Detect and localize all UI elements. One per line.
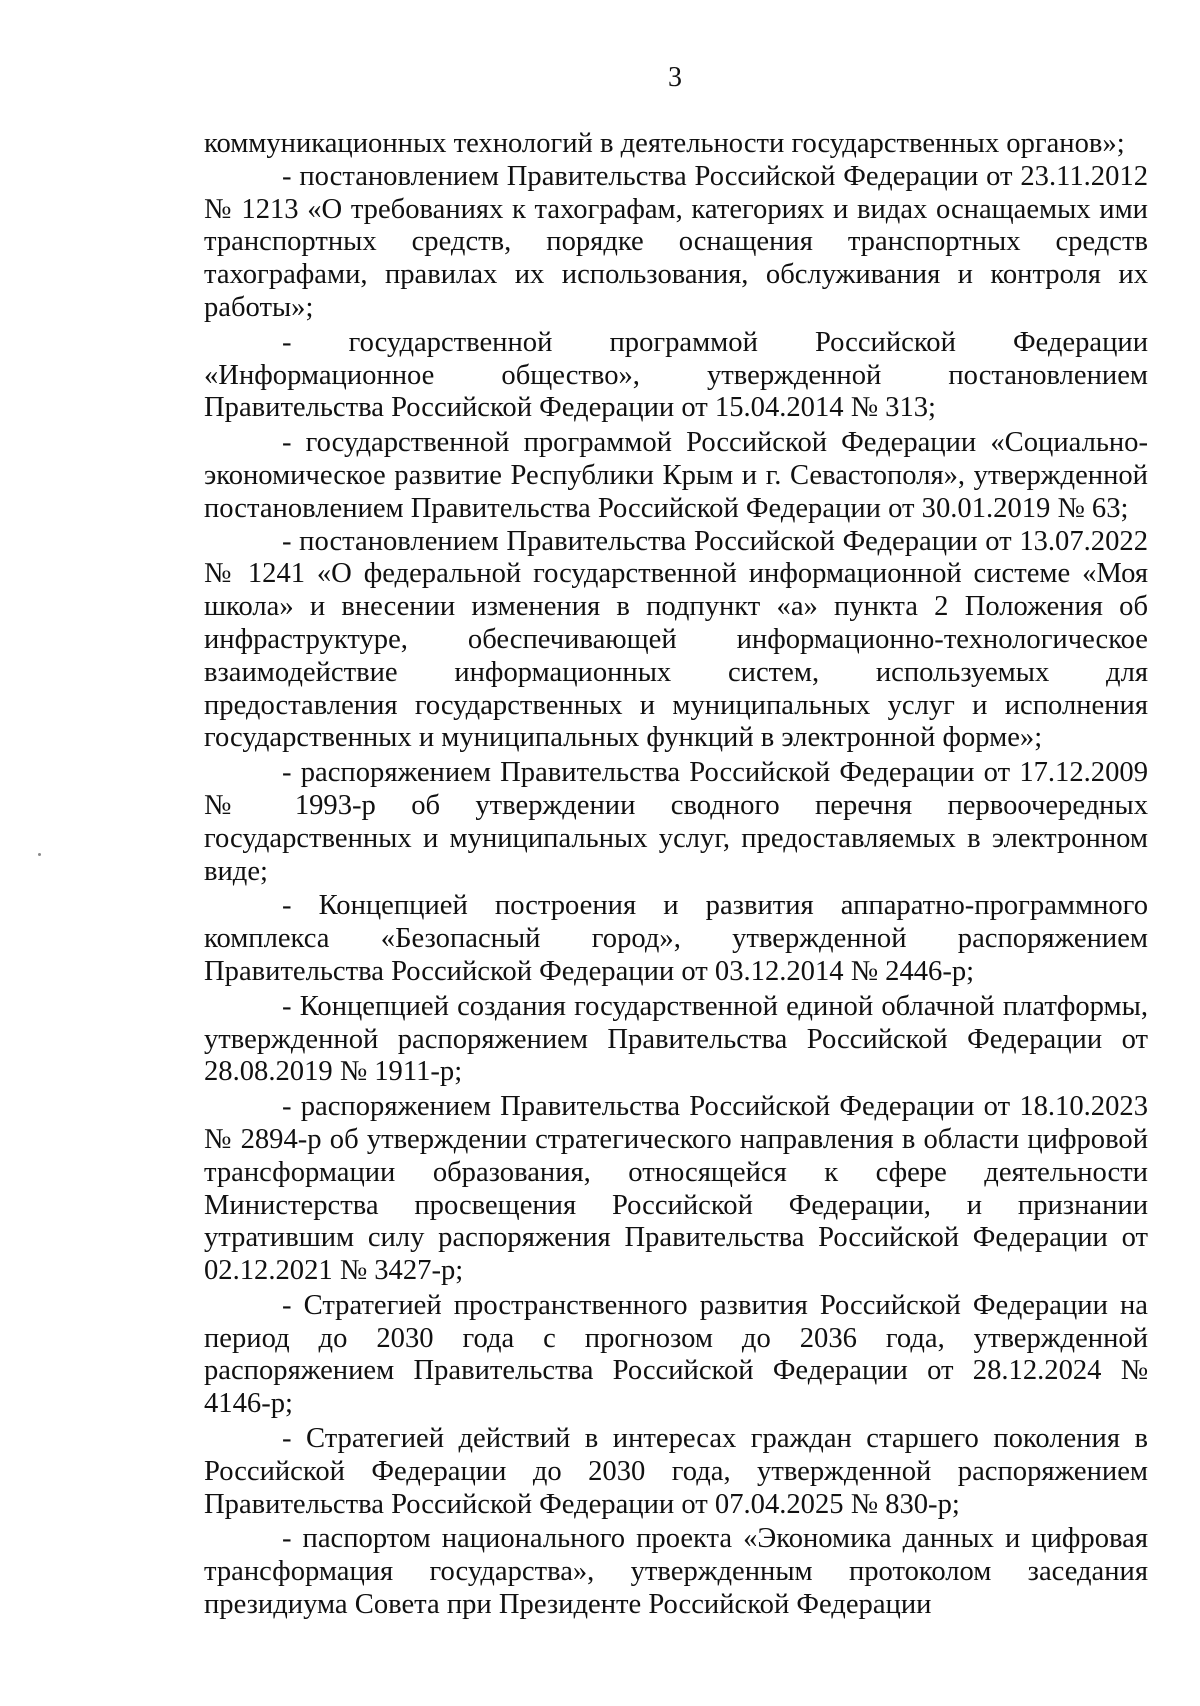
list-item-older-generation-strategy: - Стратегией действий в интересах граждан старшего поколения в Российской Федерации до 2030 года, утвержденной распоряжением Правительства Российской Федерации от 07.04.2025 № 830-р; [204, 1423, 1148, 1520]
paragraph-continuation: коммуникационных технологий в деятельности государственных органов»; [204, 128, 1125, 159]
scan-speck [38, 853, 41, 856]
list-item-data-economy-project: - паспортом национального проекта «Экономика данных и цифровая трансформация государства», утвержденным протоколом заседания президиума Совета при Президенте Российской Федерации [204, 1523, 1148, 1621]
list-item-spatial-development-strategy: - Стратегией пространственного развития Российской Федерации на период до 2030 года с прогнозом до 2036 года, утвержденной распоряжением Правительства Российской Федерации от 28.12.2024 № 4146-р; [204, 1289, 1148, 1420]
document-body [204, 128, 1148, 1622]
list-item-safe-city-concept: - Концепцией построения и развития аппаратно-программного комплекса «Безопасный город», утвержденной распоряжением Правительства Российской Федерации от 03.12.2014 № 2446-р; [204, 890, 1148, 987]
list-item-information-society-program: - государственной программой Российской Федерации «Информационное общество», утвержденной постановлением Правительства Российской Федерации от 15.04.2014 № 313; [204, 326, 1148, 424]
list-item-tachograph-resolution: - постановлением Правительства Российской Федерации от 23.11.2012 № 1213 «О требованиях к тахографам, категориях и видах оснащаемых ими транспортных средств, порядке оснащения транспортных средств тахографами, правилах их использования, обслуживания и контроля их работы»; [204, 160, 1148, 323]
list-item-priority-services-order: - распоряжением Правительства Российской Федерации от 17.12.2009 № 1993-р об утверждении сводного перечня первоочередных государственных и муниципальных услуг, предоставляемых в электронном виде; [204, 757, 1148, 887]
list-item-moya-shkola-resolution: - постановлением Правительства Российской Федерации от 13.07.2022 № 1241 «О федеральной государственной информационной системе «Моя школа» и внесении изменения в подпункт «а» пункта 2 Положения об инфраструктуре, обеспечивающей информационно-технологическое взаимодействие информационных систем, используемых для предоставления государственных и муниципальных услуг и исполнения государственных и муниципальных функций в электронной форме»; [204, 525, 1148, 754]
list-item-education-transformation-order: - распоряжением Правительства Российской Федерации от 18.10.2023 № 2894-р об утверждении стратегического направления в области цифровой трансформации образования, относящейся к сфере деятельности Министерства просвещения Российской Федерации, и признании утратившим силу распоряжения Правительства Российской Федерации от 02.12.2021 № 3427-р; [204, 1091, 1148, 1287]
page-number: 3 [668, 62, 682, 93]
list-item-crimea-sevastopol-program: - государственной программой Российской Федерации «Социально-экономическое развитие Республики Крым и г. Севастополя», утвержденной постановлением Правительства Российской Федерации от 30.01.2019 № 63; [204, 427, 1148, 524]
list-item-cloud-platform-concept: - Концепцией создания государственной единой облачной платформы, утвержденной распоряжением Правительства Российской Федерации от 28.08.2019 № 1911-р; [204, 990, 1148, 1088]
